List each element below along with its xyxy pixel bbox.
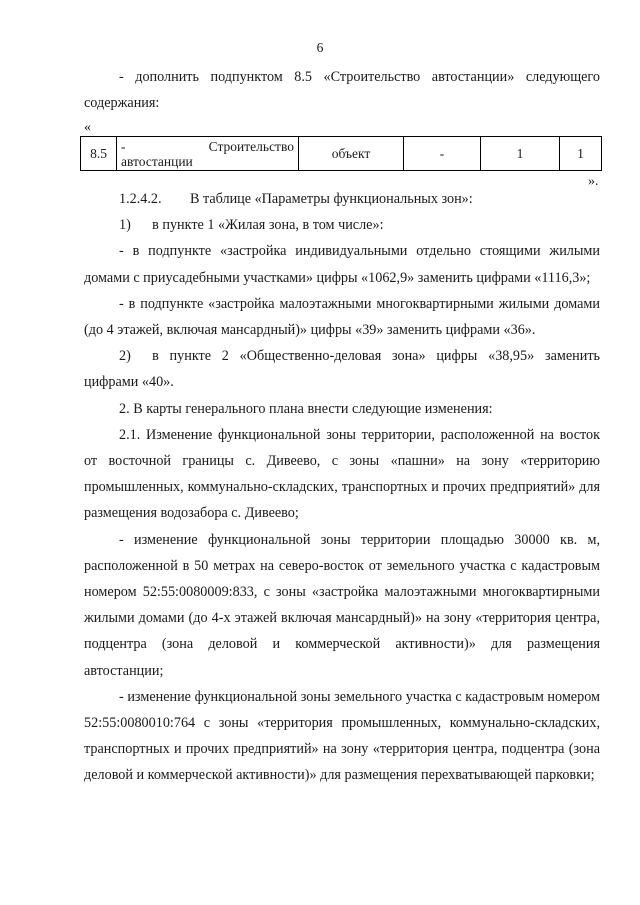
- paragraph-lowrise-housing: - в подпункте «застройка малоэтажными многоквартирными жилыми домами (до 4 этажей, включая мансардный)» цифры «39» заменить цифрами «36».: [84, 295, 600, 339]
- row-name-line-1: - Строительство: [121, 138, 294, 154]
- paragraph-point-2: 2) в пункте 2 «Общественно-деловая зона» цифры «38,95» заменить цифрами «40».: [84, 348, 600, 391]
- paragraph-bus-station-zone: - изменение функциональной зоны территории площадью 30000 кв. м, расположенной в 50 метрах на северо-восток от земельного участка с кадастровым номером 52:55:0080009:833, с зоны «застройка малоэтажными многоквартирными жилыми домами (до 4-х этажей включая мансардный)» на зону «территория центра, подцентра (зона деловой и коммерческой активности)» для размещения автостанции;: [84, 531, 600, 679]
- paragraph-table-params: 1.2.4.2. В таблице «Параметры функциональных зон»:: [119, 191, 473, 207]
- paragraph-parking-zone: - изменение функциональной зоны земельного участка с кадастровым номером 52:55:0080010:764 с зоны «территория промышленных, коммунально-складских, транспортных и прочих предприятий» на зону «территория центра, подцентра (зона деловой и коммерческой активности)» для размещения перехватывающей парковки;: [84, 688, 600, 784]
- body-text: [84, 186, 600, 789]
- amendment-table: [80, 136, 602, 171]
- row-value-2-cell: 1: [560, 137, 602, 171]
- paragraph-maps-changes: 2. В карты генерального плана внести следующие изменения:: [119, 400, 493, 417]
- paragraph-2-1: 2.1. Изменение функциональной зоны территории, расположенной на восток от восточной границы с. Дивеево, с зоны «пашни» на зону «территорию промышленных, коммунально-складских, транспортных и прочих предприятий» для размещения водозабора с. Дивеево;: [84, 426, 600, 522]
- row-number-cell: 8.5: [81, 137, 117, 171]
- paragraph-individual-housing: - в подпункте «застройка индивидуальными отдельно стоящими жилыми домами с приусадебными участками» цифры «1062,9» заменить цифрами «1116,3»;: [84, 243, 600, 286]
- table-row: [81, 137, 602, 171]
- opening-quote: «: [84, 120, 91, 135]
- row-unit-cell: объект: [299, 137, 404, 171]
- intro-block: [84, 64, 600, 116]
- row-name-line-2: автостанции: [121, 153, 193, 169]
- row-value-1-cell: 1: [481, 137, 560, 171]
- paragraph-point-1: 1) в пункте 1 «Жилая зона, в том числе»:: [119, 217, 384, 234]
- row-name-cell: [117, 137, 299, 171]
- page-number: 6: [316, 40, 324, 55]
- closing-quote: ».: [588, 174, 599, 189]
- intro-paragraph: - дополнить подпунктом 8.5 «Строительство автостанции» следующего содержания:: [84, 69, 600, 112]
- row-dash-cell: -: [404, 137, 481, 171]
